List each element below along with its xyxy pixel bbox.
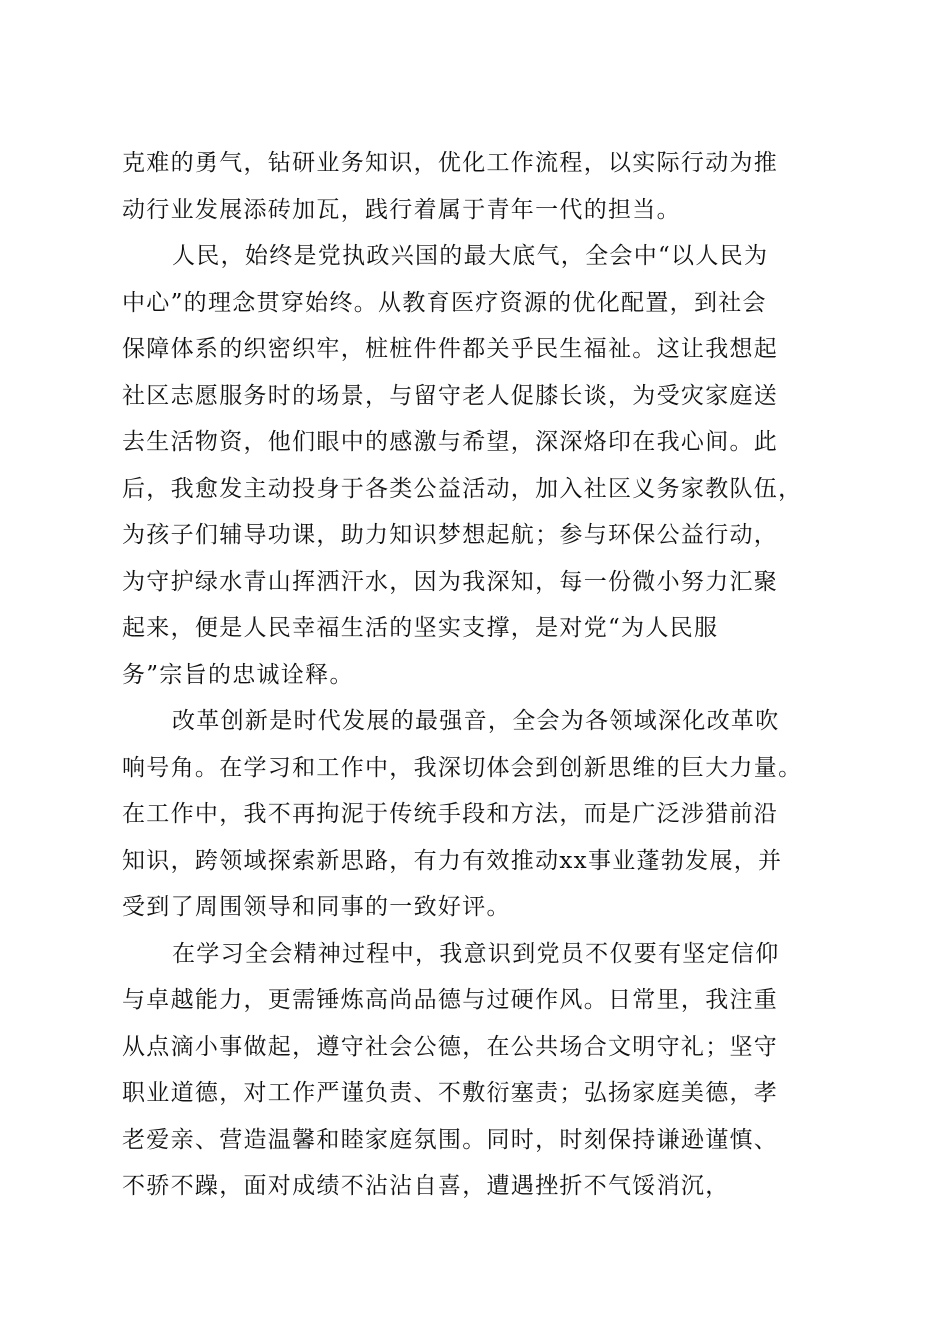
text-line: 响号角。在学习和工作中，我深切体会到创新思维的巨大力量。 (122, 754, 803, 781)
text-line: 为守护绿水青山挥洒汗水，因为我深知，每一份微小努力汇聚 (122, 568, 779, 595)
text-line: 后，我愈发主动投身于各类公益活动，加入社区义务家教队伍， (122, 475, 803, 502)
text-line: 克难的勇气，钻研业务知识，优化工作流程，以实际行动为推 (122, 150, 779, 176)
text-line: 社区志愿服务时的场景，与留守老人促膝长谈，为受灾家庭送 (122, 382, 779, 409)
text-line: 起来，便是人民幸福生活的坚实支撑，是对党“为人民服 (122, 615, 719, 641)
text-line: 务”宗旨的忠诚诠释。 (122, 661, 354, 688)
text-line: 从点滴小事做起，遵守社会公德，在公共场合文明守礼；坚守 (122, 1033, 779, 1060)
text-line: 不骄不躁，面对成绩不沾沾自喜，遭遇挫折不气馁消沉， (122, 1173, 730, 1199)
text-line: 为孩子们辅导功课，助力知识梦想起航；参与环保公益行动， (122, 522, 779, 548)
text-line: 职业道德，对工作严谨负责、不敷衍塞责；弘扬家庭美德，孝 (122, 1080, 779, 1106)
text-line: 改革创新是时代发展的最强音，全会为各领域深化改革吹 (172, 708, 780, 734)
text-line: 动行业发展添砖加瓦，践行着属于青年一代的担当。 (122, 196, 681, 223)
text-line: 在学习全会精神过程中，我意识到党员不仅要有坚定信仰 (172, 940, 780, 967)
text-line: 去生活物资，他们眼中的感激与希望，深深烙印在我心间。此 (122, 429, 779, 455)
text-line: 受到了周围领导和同事的一致好评。 (122, 894, 511, 920)
text-line: 与卓越能力，更需锤炼高尚品德与过硬作风。日常里，我注重 (122, 987, 779, 1013)
text-line: 老爱亲、营造温馨和睦家庭氛围。同时，时刻保持谦逊谨慎、 (122, 1126, 779, 1153)
text-line: 知识，跨领域探索新思路，有力有效推动xx事业蓬勃发展，并 (122, 847, 783, 874)
body-text (122, 140, 832, 1210)
text-line: 人民，始终是党执政兴国的最大底气，全会中“以人民为 (172, 243, 769, 269)
text-line: 保障体系的织密织牢，桩桩件件都关乎民生福祉。这让我想起 (122, 336, 779, 362)
text-line: 中心”的理念贯穿始终。从教育医疗资源的优化配置，到社会 (122, 289, 767, 316)
text-line: 在工作中，我不再拘泥于传统手段和方法，而是广泛涉猎前沿 (122, 801, 779, 827)
